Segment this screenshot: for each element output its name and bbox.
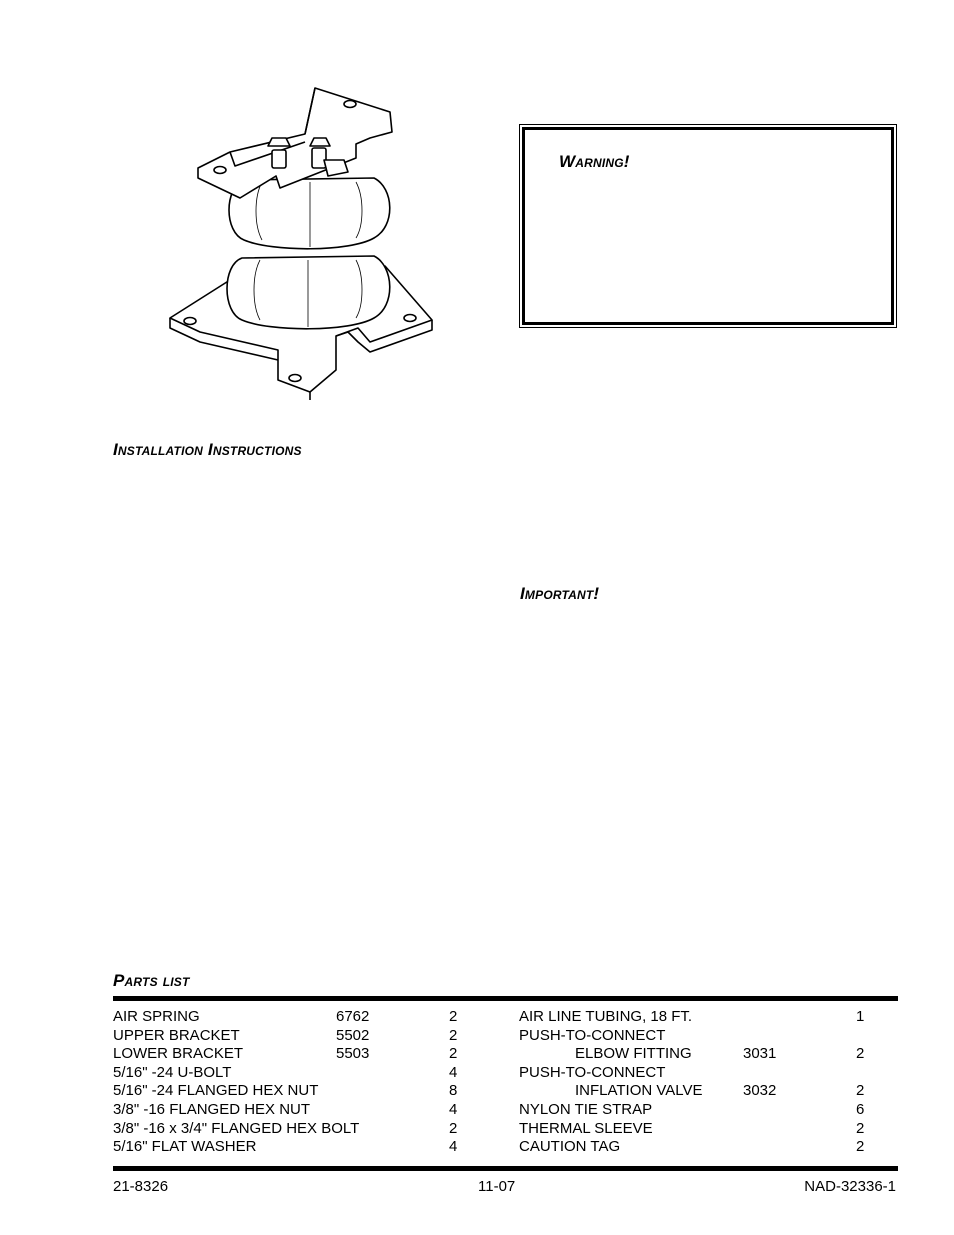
parts-row	[519, 1082, 899, 1101]
part-name: CAUTION TAG	[519, 1138, 621, 1156]
parts-row	[113, 1120, 473, 1139]
part-qty: 4	[449, 1063, 458, 1081]
footer-part-number: 21-8326	[113, 1178, 169, 1195]
parts-row	[113, 1138, 473, 1157]
part-name: PUSH-TO-CONNECT	[519, 1063, 666, 1081]
part-name: AIR SPRING	[113, 1008, 200, 1025]
part-number: 3031	[743, 1045, 777, 1063]
part-qty: 6	[856, 1100, 865, 1118]
part-qty: 2	[449, 1119, 458, 1137]
parts-row	[519, 1064, 899, 1083]
important-heading: Important!	[520, 584, 600, 603]
part-name: AIR LINE TUBING, 18 FT.	[519, 1008, 693, 1025]
installation-instructions-heading: Installation Instructions	[113, 440, 302, 459]
parts-row	[519, 1101, 899, 1120]
part-qty: 2	[449, 1008, 458, 1025]
parts-list-top-rule	[113, 996, 898, 1001]
part-name: 5/16" FLAT WASHER	[113, 1138, 257, 1156]
air-spring-drawing	[160, 80, 445, 400]
part-name: PUSH-TO-CONNECT	[519, 1026, 666, 1044]
part-name: INFLATION VALVE	[575, 1082, 703, 1100]
part-name: 5/16" -24 U-BOLT	[113, 1063, 232, 1081]
warning-box	[519, 124, 897, 328]
part-qty: 2	[449, 1045, 458, 1063]
parts-list-left-column	[113, 1008, 473, 1157]
part-qty: 2	[856, 1138, 865, 1156]
part-number: 5502	[336, 1026, 370, 1044]
footer-document-id: NAD-32336-1	[804, 1178, 896, 1195]
parts-row	[113, 1008, 473, 1027]
footer-date: 11-07	[478, 1178, 516, 1195]
part-qty: 1	[856, 1008, 865, 1025]
parts-row	[519, 1045, 899, 1064]
part-qty: 8	[449, 1082, 458, 1100]
part-name: 3/8" -16 FLANGED HEX NUT	[113, 1100, 311, 1118]
part-name: ELBOW FITTING	[575, 1045, 692, 1063]
parts-list-heading: Parts list	[113, 971, 190, 990]
part-number: 5503	[336, 1045, 370, 1063]
parts-row	[519, 1027, 899, 1046]
part-name: UPPER BRACKET	[113, 1026, 240, 1044]
parts-row	[519, 1008, 899, 1027]
warning-box-inner	[522, 127, 894, 325]
part-name: THERMAL SLEEVE	[519, 1119, 653, 1137]
part-number: 3032	[743, 1082, 777, 1100]
part-qty: 4	[449, 1100, 458, 1118]
part-qty: 2	[856, 1119, 865, 1137]
parts-row	[113, 1064, 473, 1083]
part-qty: 2	[856, 1045, 865, 1063]
parts-list-bottom-rule	[113, 1166, 898, 1171]
part-qty: 2	[856, 1082, 865, 1100]
warning-title: Warning!	[559, 152, 630, 171]
parts-row	[519, 1120, 899, 1139]
part-qty: 4	[449, 1138, 458, 1156]
part-name: 5/16" -24 FLANGED HEX NUT	[113, 1082, 319, 1100]
air-spring-illustration	[160, 80, 445, 400]
part-name: LOWER BRACKET	[113, 1045, 244, 1063]
parts-row	[113, 1082, 473, 1101]
parts-list-right-column	[519, 1008, 899, 1157]
part-name: 3/8" -16 x 3/4" FLANGED HEX BOLT	[113, 1119, 360, 1137]
part-name: NYLON TIE STRAP	[519, 1100, 653, 1118]
parts-row	[113, 1045, 473, 1064]
parts-row	[519, 1138, 899, 1157]
parts-row	[113, 1101, 473, 1120]
part-number: 6762	[336, 1008, 370, 1025]
parts-row	[113, 1027, 473, 1046]
part-qty: 2	[449, 1026, 458, 1044]
